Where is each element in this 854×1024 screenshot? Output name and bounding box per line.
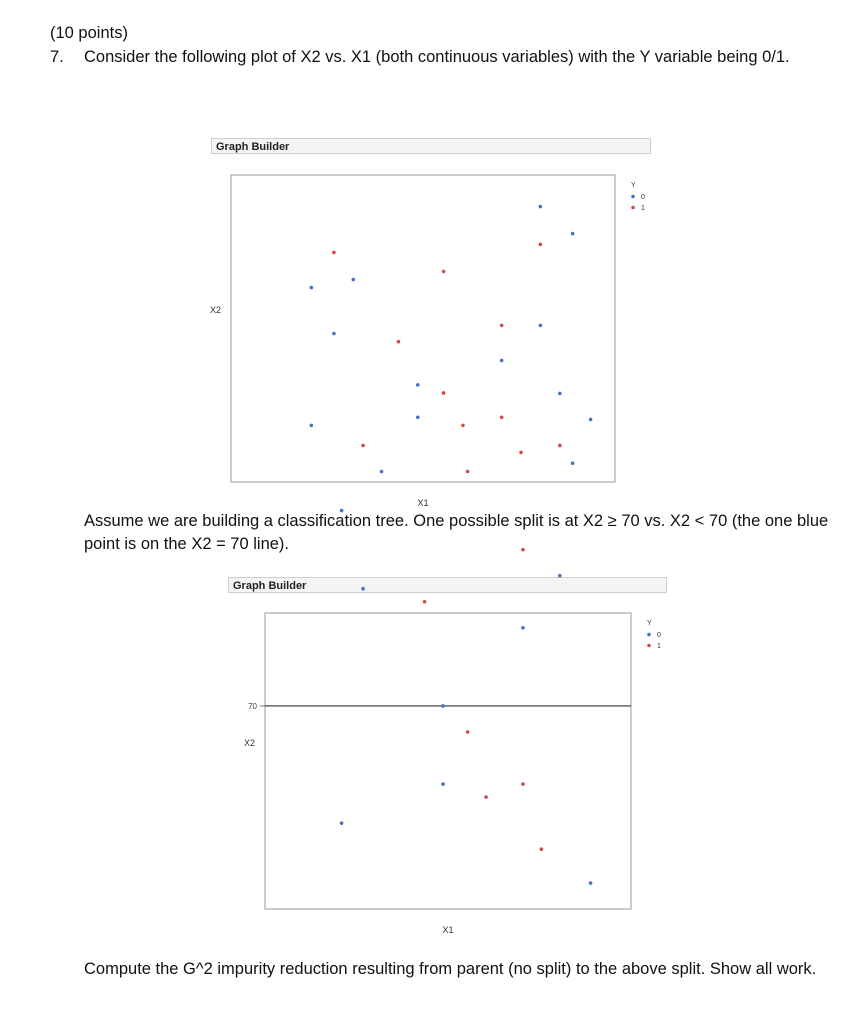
legend-marker-1: [647, 644, 651, 648]
y-tick-label-70: 70: [248, 701, 257, 711]
data-point-y0-3: [441, 704, 445, 708]
data-point-y0-9: [340, 821, 344, 825]
legend-label-1: 1: [657, 643, 661, 650]
data-point-y0-6: [558, 392, 562, 396]
data-point-y1-3: [442, 391, 446, 395]
data-point-y1-4: [484, 795, 488, 799]
legend-title: Y: [647, 620, 652, 627]
legend-marker-0: [647, 633, 651, 637]
data-point-y1-4: [461, 424, 465, 428]
data-point-y0-6: [539, 205, 543, 209]
data-point-y0-3: [416, 383, 420, 387]
data-point-y1-1: [397, 340, 401, 344]
split-description: Assume we are building a classification tree. One possible split is at X2 ≥ 70 vs. X2 < 70 (the one blue point is on the X2 = 70 line).: [84, 512, 829, 553]
data-point-y1-6: [500, 415, 504, 419]
data-point-y0-8: [589, 418, 593, 422]
data-point-y1-7: [519, 451, 523, 455]
data-point-y0-7: [558, 574, 562, 578]
question-number: 7.: [50, 48, 64, 66]
data-point-y0-2: [351, 278, 355, 282]
legend-label-0: 0: [657, 632, 661, 639]
legend-label-0: 0: [641, 194, 645, 201]
points-label: (10 points): [50, 24, 128, 42]
data-point-y0-7: [539, 324, 543, 328]
data-point-y1-5: [521, 548, 525, 552]
plot-frame: [265, 613, 631, 909]
data-point-y0-9: [310, 424, 314, 428]
data-point-y0-10: [571, 461, 575, 465]
data-point-y0-1: [361, 587, 365, 591]
legend-title: Y: [631, 182, 636, 189]
data-point-y1-3: [466, 730, 470, 734]
data-point-y0-10: [589, 881, 593, 885]
data-point-y0-1: [332, 332, 336, 336]
graph-builder-header-2: Graph Builder: [228, 577, 667, 593]
data-point-y0-4: [441, 782, 445, 786]
legend-marker-0: [631, 195, 635, 199]
data-point-y0-0: [340, 509, 344, 513]
data-point-y1-8: [558, 444, 562, 448]
task-description: Compute the G^2 impurity reduction resulting from parent (no split) to the above split. Show all work.: [84, 960, 817, 978]
y-axis-label: X2: [243, 738, 255, 749]
data-point-y0-2: [380, 470, 384, 474]
data-point-y1-2: [442, 270, 446, 274]
legend-marker-1: [631, 206, 635, 210]
data-point-y1-1: [423, 600, 427, 604]
y-axis-label: X2: [209, 305, 221, 316]
data-point-y0-5: [521, 626, 525, 630]
data-point-y1-0: [332, 251, 336, 255]
legend-label-1: 1: [641, 205, 645, 212]
data-point-y1-8: [539, 243, 543, 247]
data-point-y1-6: [521, 782, 525, 786]
data-point-y0-8: [571, 232, 575, 236]
data-point-y1-5: [500, 324, 504, 328]
scatter-plot-1: [200, 165, 660, 508]
data-point-y0-0: [310, 286, 314, 290]
data-point-y1-0: [361, 444, 365, 448]
graph-builder-header-1: Graph Builder: [211, 138, 651, 154]
question-text: Consider the following plot of X2 vs. X1 (both continuous variables) with the Y variable being 0/1.: [84, 48, 790, 66]
data-point-y0-5: [500, 359, 504, 363]
x-axis-label: X1: [442, 925, 454, 935]
data-point-y1-2: [466, 470, 470, 474]
plot-frame: [231, 175, 615, 482]
x-axis-label: X1: [417, 498, 429, 508]
scatter-plot-2: [225, 605, 685, 940]
data-point-y0-4: [416, 415, 420, 419]
data-point-y1-7: [540, 847, 544, 851]
